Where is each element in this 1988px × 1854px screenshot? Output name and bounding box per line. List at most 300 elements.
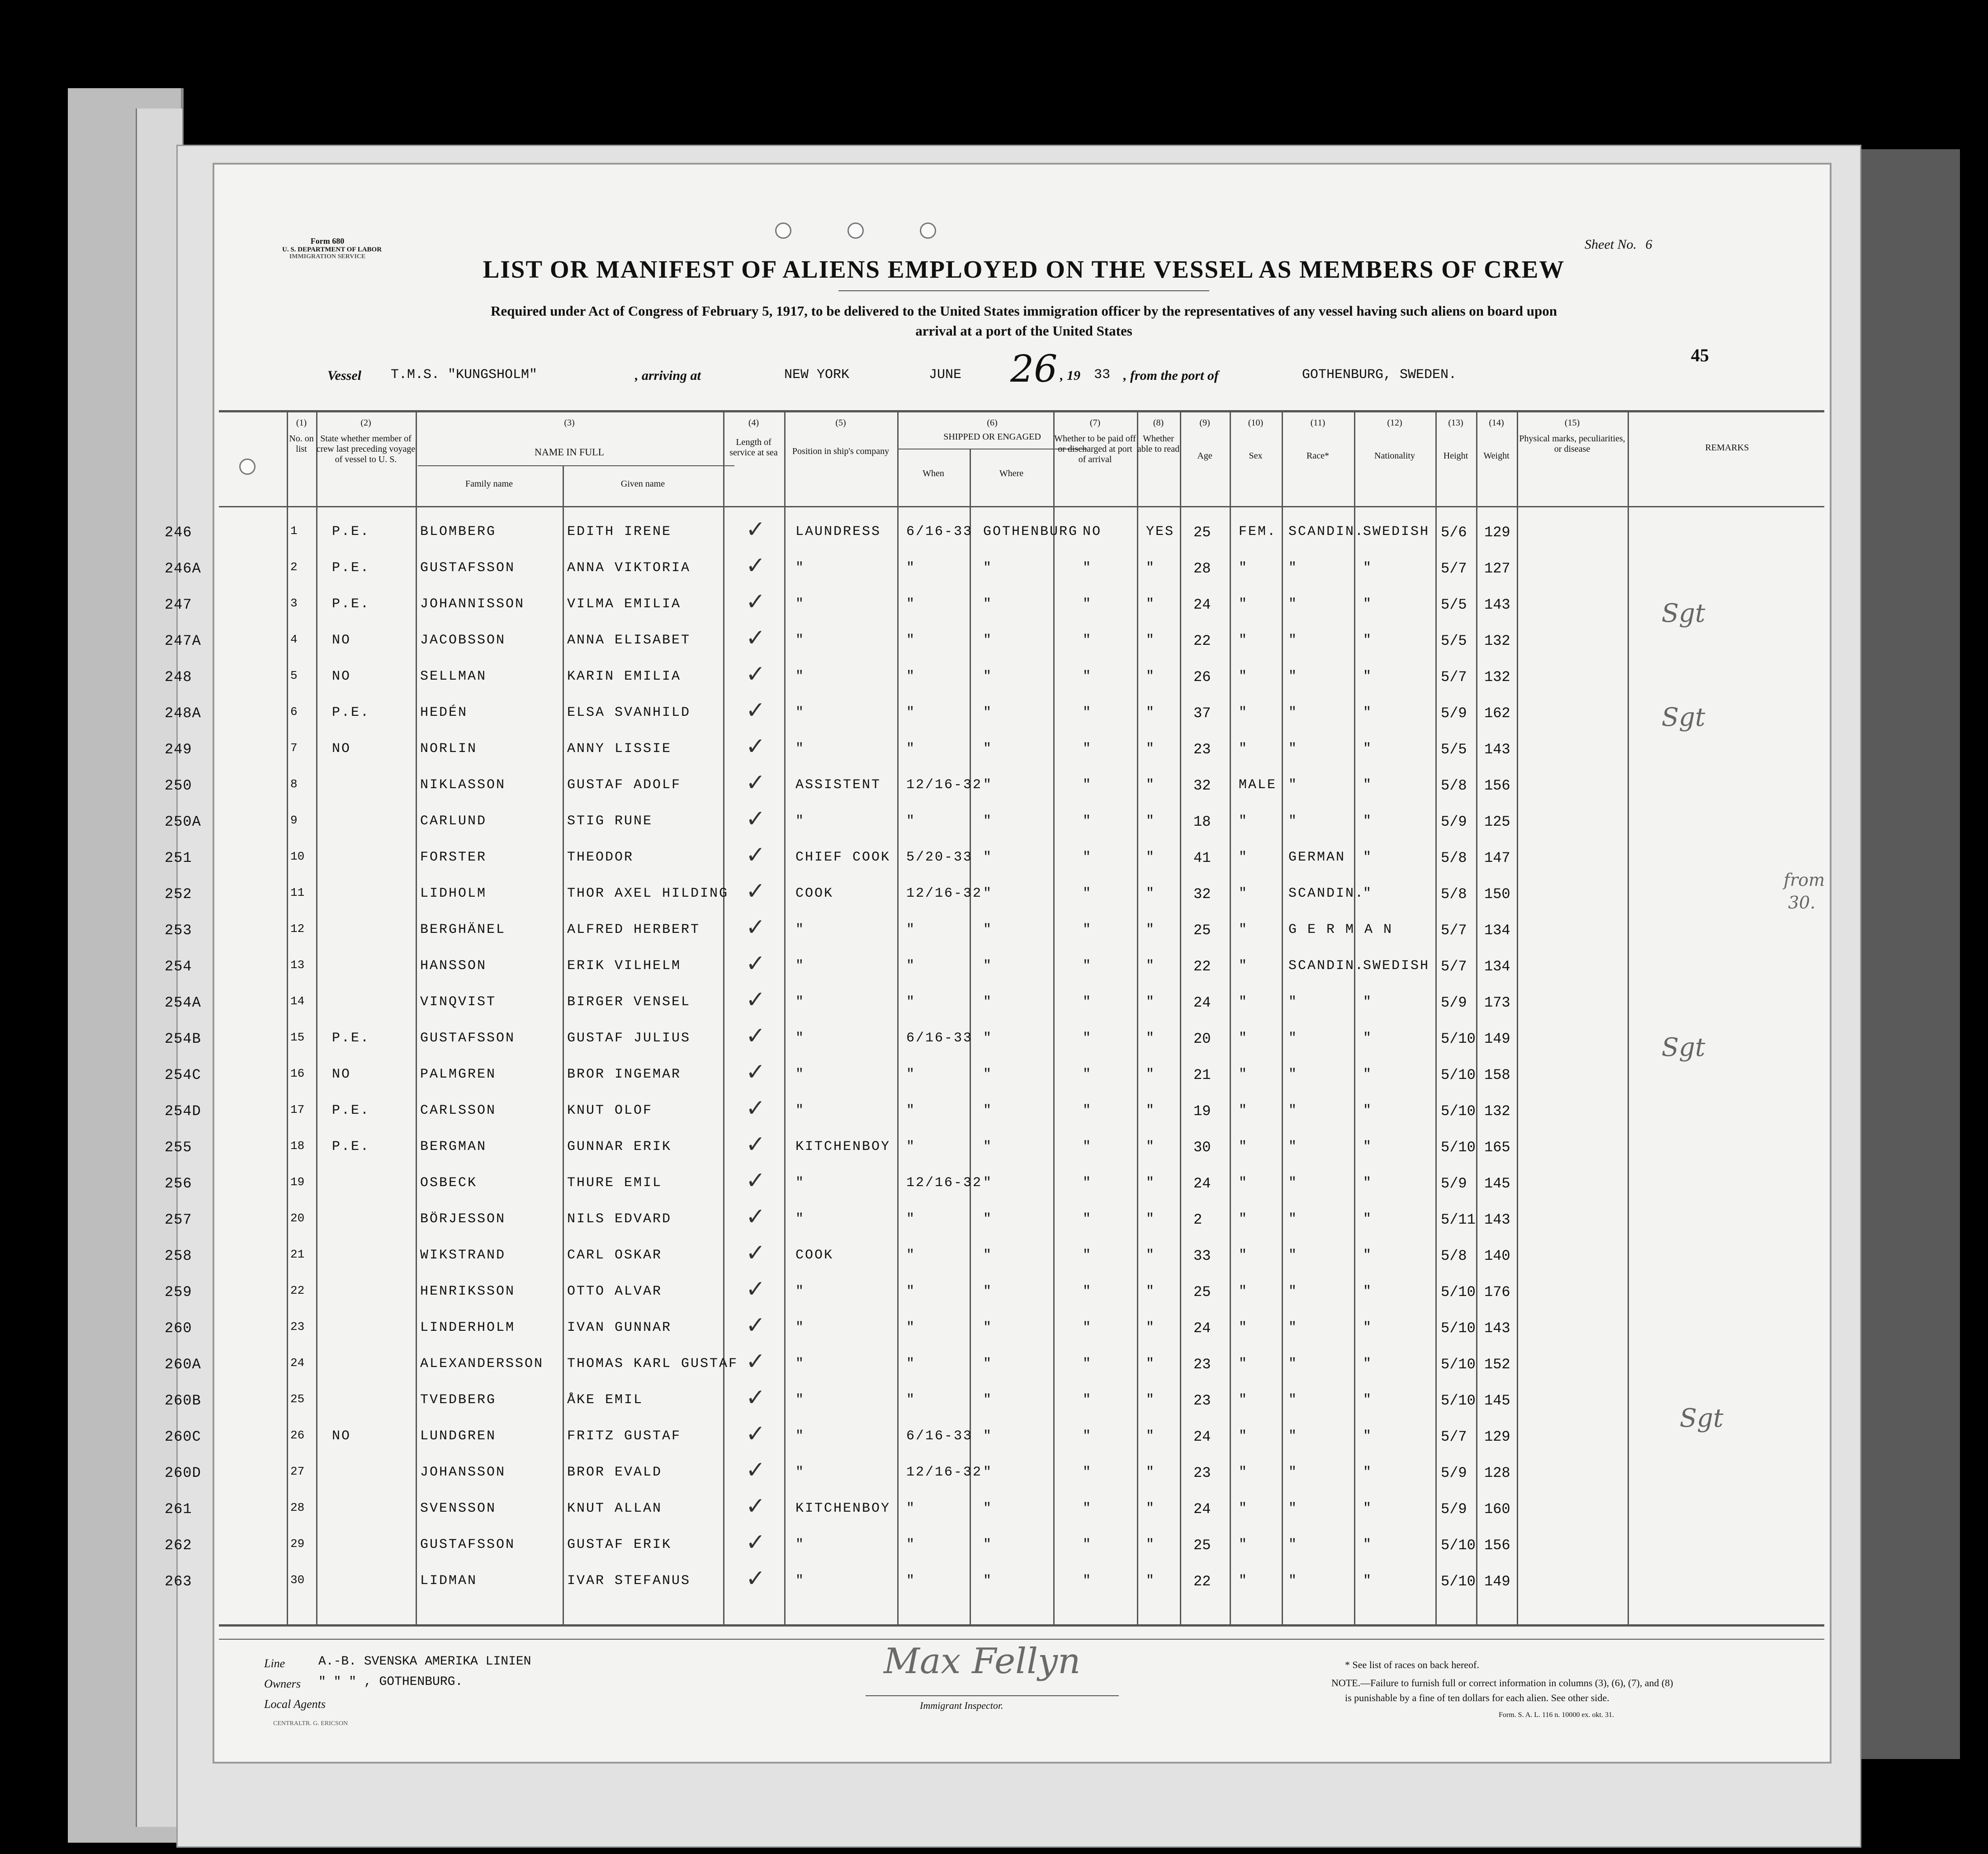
nationality: " bbox=[1363, 1103, 1373, 1118]
shipped-where: " bbox=[983, 1501, 993, 1516]
list-ref: 247A bbox=[165, 633, 201, 649]
shipped-when: " bbox=[906, 1537, 916, 1552]
able-to-read: " bbox=[1146, 1175, 1156, 1191]
age: 28 bbox=[1193, 560, 1211, 577]
shipped-when: 12/16-32 bbox=[906, 886, 983, 901]
family-name: LINDERHOLM bbox=[420, 1320, 516, 1335]
table-row bbox=[165, 877, 1833, 913]
list-ref: 254A bbox=[165, 994, 201, 1011]
col-15-header: (15) Physical marks, peculiarities, or disease bbox=[1519, 418, 1625, 454]
age: 20 bbox=[1193, 1031, 1211, 1047]
weight: 132 bbox=[1484, 669, 1510, 686]
shipped-where: " bbox=[983, 813, 993, 829]
able-to-read: " bbox=[1146, 705, 1156, 720]
family-name: ALEXANDERSSON bbox=[420, 1356, 544, 1372]
shipped-when: 6/16-33 bbox=[906, 524, 973, 539]
position: " bbox=[795, 1103, 805, 1118]
list-number: 6 bbox=[290, 705, 298, 719]
height: 5/10 bbox=[1441, 1139, 1476, 1156]
list-number: 7 bbox=[290, 741, 298, 755]
race: " bbox=[1288, 1031, 1298, 1046]
able-to-read: " bbox=[1146, 1573, 1156, 1589]
race: SCANDIN. bbox=[1288, 886, 1365, 901]
sex: " bbox=[1239, 850, 1249, 865]
service-checkmark: ✓ bbox=[746, 588, 766, 615]
family-name: HEDÉN bbox=[420, 705, 468, 720]
service-checkmark: ✓ bbox=[746, 624, 766, 652]
height: 5/7 bbox=[1441, 669, 1467, 686]
weight: 134 bbox=[1484, 958, 1510, 975]
height: 5/9 bbox=[1441, 1465, 1467, 1481]
list-number: 3 bbox=[290, 596, 298, 610]
race: " bbox=[1288, 1248, 1298, 1263]
races-note: * See list of races on back hereof. bbox=[1345, 1659, 1479, 1670]
table-row bbox=[165, 1022, 1833, 1058]
shipped-where: " bbox=[983, 1356, 993, 1372]
paid-off: " bbox=[1083, 886, 1093, 901]
nationality: " bbox=[1363, 633, 1373, 648]
given-name: KNUT ALLAN bbox=[567, 1501, 663, 1516]
paid-off: " bbox=[1083, 1284, 1093, 1299]
paid-off: " bbox=[1083, 741, 1093, 757]
shipped-when: " bbox=[906, 669, 916, 684]
sex: " bbox=[1239, 1320, 1249, 1335]
able-to-read: YES bbox=[1146, 524, 1175, 539]
list-number: 10 bbox=[290, 850, 305, 863]
position: " bbox=[795, 560, 805, 576]
subtitle-line-1: Required under Act of Congress of February 5, 1917, to be delivered to the United States immigration officer by the representatives of any vessel having such aliens on board upon bbox=[491, 303, 1557, 319]
list-ref: 257 bbox=[165, 1211, 192, 1228]
service-checkmark: ✓ bbox=[746, 1312, 766, 1339]
table-row bbox=[165, 1166, 1833, 1202]
service-checkmark: ✓ bbox=[746, 1384, 766, 1411]
given-name: ANNY LISSIE bbox=[567, 741, 672, 757]
position: " bbox=[795, 633, 805, 648]
given-name: ALFRED HERBERT bbox=[567, 922, 701, 937]
previous-voyage: NO bbox=[332, 669, 351, 684]
header-bottom-rule bbox=[219, 506, 1824, 507]
service-checkmark: ✓ bbox=[746, 1167, 766, 1194]
list-ref: 246 bbox=[165, 524, 192, 541]
table-row bbox=[165, 1456, 1833, 1492]
nationality: " bbox=[1363, 1211, 1373, 1227]
shipped-where: " bbox=[983, 560, 993, 576]
list-number: 2 bbox=[290, 560, 298, 574]
shipped-when: " bbox=[906, 1356, 916, 1372]
table-top-rule bbox=[219, 410, 1824, 412]
family-name: PALMGREN bbox=[420, 1067, 497, 1082]
weight: 176 bbox=[1484, 1284, 1510, 1301]
margin-note-4: Sgt bbox=[1680, 1404, 1723, 1433]
list-ref: 249 bbox=[165, 741, 192, 758]
table-bottom-rule bbox=[219, 1624, 1824, 1627]
sex: MALE bbox=[1239, 777, 1277, 793]
col-2-header: (2) State whether member of crew last preceding voyage of vessel to U. S. bbox=[316, 418, 416, 464]
given-name: FRITZ GUSTAF bbox=[567, 1428, 682, 1444]
margin-note-5: from bbox=[1784, 870, 1825, 890]
height: 5/9 bbox=[1441, 705, 1467, 722]
list-number: 27 bbox=[290, 1465, 305, 1478]
paid-off: " bbox=[1083, 1031, 1093, 1046]
weight: 145 bbox=[1484, 1392, 1510, 1409]
age: 23 bbox=[1193, 1392, 1211, 1409]
weight: 140 bbox=[1484, 1248, 1510, 1264]
list-ref: 259 bbox=[165, 1284, 192, 1301]
service-checkmark: ✓ bbox=[746, 1059, 766, 1086]
race: " bbox=[1288, 1211, 1298, 1227]
service-checkmark: ✓ bbox=[746, 1239, 766, 1267]
list-number: 24 bbox=[290, 1356, 305, 1370]
sex: " bbox=[1239, 669, 1249, 684]
race: " bbox=[1288, 633, 1298, 648]
table-row bbox=[165, 696, 1833, 732]
shipped-where: " bbox=[983, 994, 993, 1010]
shipped-where: " bbox=[983, 1573, 993, 1589]
able-to-read: " bbox=[1146, 1031, 1156, 1046]
position: " bbox=[795, 1067, 805, 1082]
paid-off: " bbox=[1083, 1067, 1093, 1082]
col-14-header: (14) Weight bbox=[1483, 418, 1510, 461]
paid-off: " bbox=[1083, 596, 1093, 612]
table-row bbox=[165, 985, 1833, 1022]
department: U. S. DEPARTMENT OF LABOR bbox=[282, 246, 382, 253]
previous-voyage: NO bbox=[332, 741, 351, 757]
shipped-where: " bbox=[983, 669, 993, 684]
position: " bbox=[795, 1031, 805, 1046]
previous-voyage: P.E. bbox=[332, 1139, 370, 1154]
shipped-where: " bbox=[983, 741, 993, 757]
list-number: 11 bbox=[290, 886, 305, 899]
shipped-when: " bbox=[906, 1392, 916, 1408]
position: KITCHENBOY bbox=[795, 1501, 891, 1516]
height: 5/10 bbox=[1441, 1320, 1476, 1337]
given-name: THEODOR bbox=[567, 850, 634, 865]
sex: " bbox=[1239, 633, 1249, 648]
able-to-read: " bbox=[1146, 596, 1156, 612]
shipped-where: " bbox=[983, 886, 993, 901]
given-name: GUSTAF JULIUS bbox=[567, 1031, 691, 1046]
height: 5/11 bbox=[1441, 1211, 1476, 1228]
family-name: LIDMAN bbox=[420, 1573, 478, 1589]
service-checkmark: ✓ bbox=[746, 950, 766, 977]
height: 5/9 bbox=[1441, 1501, 1467, 1518]
previous-voyage: NO bbox=[332, 1067, 351, 1082]
weight: 127 bbox=[1484, 560, 1510, 577]
list-number: 16 bbox=[290, 1067, 305, 1080]
service-checkmark: ✓ bbox=[746, 914, 766, 941]
position: " bbox=[795, 705, 805, 720]
title-rule bbox=[838, 290, 1209, 291]
given-name: ANNA VIKTORIA bbox=[567, 560, 691, 576]
height: 5/10 bbox=[1441, 1392, 1476, 1409]
list-ref: 254 bbox=[165, 958, 192, 975]
subtitle-line-2: arrival at a port of the United States bbox=[915, 323, 1132, 339]
height: 5/10 bbox=[1441, 1031, 1476, 1047]
race: " bbox=[1288, 813, 1298, 829]
paid-off: " bbox=[1083, 1465, 1093, 1480]
footer-rule bbox=[219, 1639, 1824, 1640]
age: 33 bbox=[1193, 1248, 1211, 1264]
list-ref: 255 bbox=[165, 1139, 192, 1156]
height: 5/5 bbox=[1441, 741, 1467, 758]
penalty-note-1: NOTE.—Failure to furnish full or correct information in columns (3), (6), (7), and (8) bbox=[1331, 1677, 1673, 1688]
manifest-rows bbox=[165, 515, 1833, 1618]
age: 22 bbox=[1193, 958, 1211, 975]
owners-label: Owners bbox=[264, 1677, 301, 1690]
weight: 160 bbox=[1484, 1501, 1510, 1518]
family-name: CARLSSON bbox=[420, 1103, 497, 1118]
race: " bbox=[1288, 741, 1298, 757]
nationality: SWEDISH bbox=[1363, 958, 1430, 974]
shipped-where: " bbox=[983, 633, 993, 648]
race: " bbox=[1288, 1428, 1298, 1444]
sex: " bbox=[1239, 1465, 1249, 1480]
shipped-where: GOTHENBURG bbox=[983, 524, 1079, 539]
margin-note-6: 30. bbox=[1788, 893, 1816, 913]
sex: " bbox=[1239, 1067, 1249, 1082]
service-checkmark: ✓ bbox=[746, 697, 766, 724]
given-name: ANNA ELISABET bbox=[567, 633, 691, 648]
able-to-read: " bbox=[1146, 1537, 1156, 1552]
punch-hole bbox=[775, 222, 791, 239]
age: 19 bbox=[1193, 1103, 1211, 1120]
table-row bbox=[165, 768, 1833, 804]
able-to-read: " bbox=[1146, 1356, 1156, 1372]
sex: " bbox=[1239, 1175, 1249, 1191]
age: 32 bbox=[1193, 886, 1211, 903]
race: " bbox=[1288, 1103, 1298, 1118]
shipped-where: " bbox=[983, 1537, 993, 1552]
table-row bbox=[165, 1202, 1833, 1239]
race: " bbox=[1288, 1537, 1298, 1552]
given-name: STIG RUNE bbox=[567, 813, 653, 829]
paid-off: " bbox=[1083, 813, 1093, 829]
paid-off: " bbox=[1083, 850, 1093, 865]
form-reference: Form. S. A. L. 116 n. 10000 ex. okt. 31. bbox=[1499, 1711, 1614, 1719]
arriving-label: , arriving at bbox=[635, 368, 701, 383]
shipped-where: " bbox=[983, 1031, 993, 1046]
previous-voyage: P.E. bbox=[332, 705, 370, 720]
shipped-when: " bbox=[906, 1139, 916, 1154]
nationality: " bbox=[1363, 705, 1373, 720]
height: 5/10 bbox=[1441, 1573, 1476, 1590]
list-ref: 250 bbox=[165, 777, 192, 794]
family-name: GUSTAFSSON bbox=[420, 1537, 516, 1552]
list-number: 1 bbox=[290, 524, 298, 538]
able-to-read: " bbox=[1146, 886, 1156, 901]
shipped-where: " bbox=[983, 1211, 993, 1227]
paid-off: " bbox=[1083, 1248, 1093, 1263]
service-checkmark: ✓ bbox=[746, 769, 766, 796]
sex: " bbox=[1239, 994, 1249, 1010]
col-1-header: (1) No. on list bbox=[289, 418, 314, 454]
nationality: SWEDISH bbox=[1363, 524, 1430, 539]
shipped-where: " bbox=[983, 1465, 993, 1480]
shipped-when: " bbox=[906, 922, 916, 937]
weight: 156 bbox=[1484, 777, 1510, 794]
col-3a-header: Family name bbox=[465, 479, 513, 489]
given-name: ELSA SVANHILD bbox=[567, 705, 691, 720]
page-title: LIST OR MANIFEST OF ALIENS EMPLOYED ON THE VESSEL AS MEMBERS OF CREW bbox=[483, 255, 1565, 283]
shipped-where: " bbox=[983, 1248, 993, 1263]
weight: 129 bbox=[1484, 1428, 1510, 1445]
family-name: NORLIN bbox=[420, 741, 478, 757]
given-name: IVAN GUNNAR bbox=[567, 1320, 672, 1335]
service-checkmark: ✓ bbox=[746, 1348, 766, 1375]
race: G E R M A N bbox=[1288, 922, 1393, 937]
position: " bbox=[795, 922, 805, 937]
binder-right-edge bbox=[1850, 149, 1960, 1759]
able-to-read: " bbox=[1146, 1211, 1156, 1227]
arrival-day: 26 bbox=[1010, 348, 1058, 391]
height: 5/5 bbox=[1441, 633, 1467, 649]
paid-off: " bbox=[1083, 958, 1093, 974]
col-10-header: (10) Sex bbox=[1248, 418, 1264, 461]
sex: FEM. bbox=[1239, 524, 1277, 539]
race: " bbox=[1288, 1175, 1298, 1191]
list-ref: 254D bbox=[165, 1103, 201, 1120]
previous-voyage: P.E. bbox=[332, 560, 370, 576]
given-name: NILS EDVARD bbox=[567, 1211, 672, 1227]
race: " bbox=[1288, 1573, 1298, 1589]
table-row bbox=[165, 949, 1833, 985]
race: " bbox=[1288, 1501, 1298, 1516]
position: " bbox=[795, 1175, 805, 1191]
col-4-header: (4) Length of service at sea bbox=[729, 418, 778, 458]
line-label: Line bbox=[264, 1657, 285, 1670]
shipped-where: " bbox=[983, 596, 993, 612]
list-ref: 248 bbox=[165, 669, 192, 686]
able-to-read: " bbox=[1146, 1320, 1156, 1335]
list-number: 15 bbox=[290, 1031, 305, 1044]
paid-off: " bbox=[1083, 1501, 1093, 1516]
height: 5/6 bbox=[1441, 524, 1467, 541]
list-number: 25 bbox=[290, 1392, 305, 1406]
list-ref: 260A bbox=[165, 1356, 201, 1373]
family-name: GUSTAFSSON bbox=[420, 1031, 516, 1046]
given-name: BROR INGEMAR bbox=[567, 1067, 682, 1082]
shipped-when: 6/16-33 bbox=[906, 1031, 973, 1046]
table-row bbox=[165, 1492, 1833, 1528]
age: 32 bbox=[1193, 777, 1211, 794]
list-ref: 253 bbox=[165, 922, 192, 939]
table-row bbox=[165, 1311, 1833, 1347]
race: " bbox=[1288, 669, 1298, 684]
list-number: 22 bbox=[290, 1284, 305, 1297]
nationality: " bbox=[1363, 1392, 1373, 1408]
shipped-where: " bbox=[983, 777, 993, 793]
table-row bbox=[165, 804, 1833, 841]
previous-voyage: NO bbox=[332, 1428, 351, 1444]
sex: " bbox=[1239, 596, 1249, 612]
list-number: 28 bbox=[290, 1501, 305, 1514]
given-name: KNUT OLOF bbox=[567, 1103, 653, 1118]
list-ref: 254B bbox=[165, 1031, 201, 1047]
service-checkmark: ✓ bbox=[746, 1420, 766, 1447]
family-name: SVENSSON bbox=[420, 1501, 497, 1516]
position: ASSISTENT bbox=[795, 777, 881, 793]
punch-hole bbox=[847, 222, 864, 239]
nationality: " bbox=[1363, 596, 1373, 612]
race: " bbox=[1288, 596, 1298, 612]
height: 5/9 bbox=[1441, 994, 1467, 1011]
age: 24 bbox=[1193, 596, 1211, 613]
col-8-header: (8) Whether able to read bbox=[1137, 418, 1180, 454]
signature-line bbox=[866, 1695, 1119, 1696]
given-name: KARIN EMILIA bbox=[567, 669, 682, 684]
age: 23 bbox=[1193, 1356, 1211, 1373]
family-name: NIKLASSON bbox=[420, 777, 506, 793]
service-checkmark: ✓ bbox=[746, 1457, 766, 1484]
paid-off: " bbox=[1083, 777, 1093, 793]
weight: 132 bbox=[1484, 1103, 1510, 1120]
table-row bbox=[165, 1528, 1833, 1564]
shipped-when: 12/16-32 bbox=[906, 1465, 983, 1480]
nationality: " bbox=[1363, 1284, 1373, 1299]
race: " bbox=[1288, 1392, 1298, 1408]
list-ref: 250A bbox=[165, 813, 201, 830]
able-to-read: " bbox=[1146, 850, 1156, 865]
shipped-where: " bbox=[983, 850, 993, 865]
col-7-header: (7) Whether to be paid off or discharged at port of arrival bbox=[1054, 418, 1136, 464]
nationality: " bbox=[1363, 1175, 1373, 1191]
vessel-name: T.M.S. "KUNGSHOLM" bbox=[391, 367, 538, 383]
service-checkmark: ✓ bbox=[746, 552, 766, 579]
age: 24 bbox=[1193, 1320, 1211, 1337]
able-to-read: " bbox=[1146, 1501, 1156, 1516]
position: " bbox=[795, 1392, 805, 1408]
age: 23 bbox=[1193, 1465, 1211, 1481]
weight: 149 bbox=[1484, 1573, 1510, 1590]
height: 5/7 bbox=[1441, 560, 1467, 577]
list-number: 9 bbox=[290, 813, 298, 827]
nationality: " bbox=[1363, 1139, 1373, 1154]
list-ref: 260C bbox=[165, 1428, 201, 1445]
nationality: " bbox=[1363, 560, 1373, 576]
age: 24 bbox=[1193, 1428, 1211, 1445]
paid-off: " bbox=[1083, 560, 1093, 576]
height: 5/10 bbox=[1441, 1067, 1476, 1083]
position: " bbox=[795, 1284, 805, 1299]
family-name: JOHANNISSON bbox=[420, 596, 525, 612]
given-name: THURE EMIL bbox=[567, 1175, 663, 1191]
family-name: BÖRJESSON bbox=[420, 1211, 506, 1227]
family-name: TVEDBERG bbox=[420, 1392, 497, 1408]
family-name: VINQVIST bbox=[420, 994, 497, 1010]
race: " bbox=[1288, 1356, 1298, 1372]
col-5-header: (5) Position in ship's company bbox=[792, 418, 890, 456]
shipped-where: " bbox=[983, 1320, 993, 1335]
list-number: 18 bbox=[290, 1139, 305, 1153]
service-checkmark: ✓ bbox=[746, 805, 766, 832]
family-name: BERGHÄNEL bbox=[420, 922, 506, 937]
nationality: " bbox=[1363, 1573, 1373, 1589]
owners-value: " " " , GOTHENBURG. bbox=[318, 1675, 463, 1689]
service-checkmark: ✓ bbox=[746, 1276, 766, 1303]
shipped-when: 12/16-32 bbox=[906, 1175, 983, 1191]
height: 5/8 bbox=[1441, 777, 1467, 794]
family-name: FORSTER bbox=[420, 850, 487, 865]
race: " bbox=[1288, 1067, 1298, 1082]
table-row bbox=[165, 1419, 1833, 1456]
shipped-where: " bbox=[983, 1175, 993, 1191]
col-6b-header: Where bbox=[999, 468, 1024, 478]
position: " bbox=[795, 1465, 805, 1480]
service-checkmark: ✓ bbox=[746, 1493, 766, 1520]
margin-note-1: Sgt bbox=[1661, 599, 1705, 628]
sheet-number-label: Sheet No. 6 bbox=[1585, 237, 1652, 252]
sex: " bbox=[1239, 1428, 1249, 1444]
